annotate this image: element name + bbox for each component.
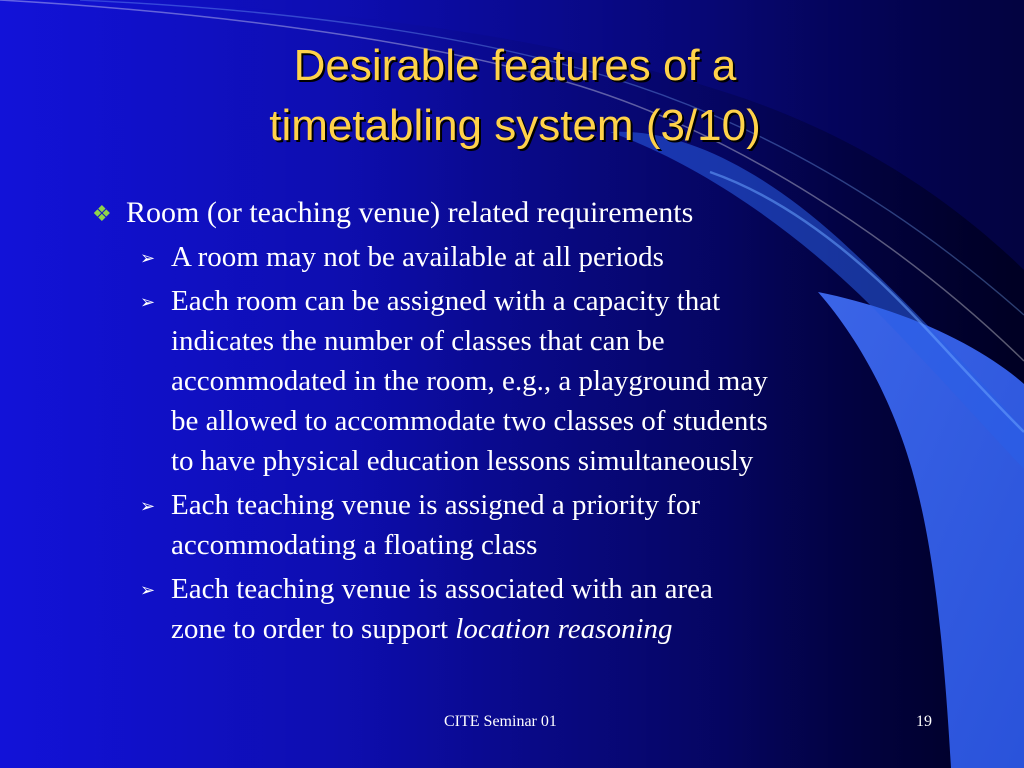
sub-bullet-item-3 [140, 485, 952, 565]
main-bullet-text: Room (or teaching venue) related requirements [126, 196, 694, 229]
diamond-cluster-bullet-icon: ❖ [92, 201, 112, 226]
page-number: 19 [916, 713, 932, 730]
sub-bullet-list [92, 237, 952, 649]
location-reasoning-emphasis: location reasoning [455, 613, 673, 645]
chevron-bullet-icon: ➢ [140, 580, 156, 600]
slide-title [90, 36, 940, 156]
sub-bullet-1-line-1: A room may not be available at all periods [171, 241, 664, 273]
sub-bullet-2-line-3: accommodated in the room, e.g., a playground may [171, 365, 768, 397]
sub-bullet-4-line-2-text: zone to order to support [171, 613, 456, 645]
chevron-bullet-icon: ➢ [140, 248, 156, 268]
slide-title-line-1: Desirable features of a [293, 41, 737, 90]
sub-bullet-item-1 [140, 237, 952, 277]
chevron-bullet-icon: ➢ [140, 292, 156, 312]
sub-bullet-2-line-1: Each room can be assigned with a capacity that [171, 285, 721, 317]
chevron-bullet-icon: ➢ [140, 496, 156, 516]
sub-bullet-3-line-1: Each teaching venue is assigned a priority for [171, 489, 701, 521]
sub-bullet-item-4 [140, 569, 952, 649]
slide-title-line-2: timetabling system (3/10) [269, 101, 761, 150]
sub-bullet-2-line-4: be allowed to accommodate two classes of students [171, 405, 768, 437]
sub-bullet-2-line-2: indicates the number of classes that can be [171, 325, 665, 357]
sub-bullet-item-2 [140, 281, 952, 481]
sub-bullet-3-line-2: accommodating a floating class [171, 529, 538, 561]
slide-content [92, 193, 952, 649]
sub-bullet-4-line-2 [171, 609, 952, 649]
main-bullet-item [92, 193, 952, 233]
sub-bullet-4-line-1: Each teaching venue is associated with an area [171, 573, 713, 605]
sub-bullet-2-line-5: to have physical education lessons simultaneously [171, 445, 754, 477]
footer-text: CITE Seminar 01 [444, 713, 557, 730]
